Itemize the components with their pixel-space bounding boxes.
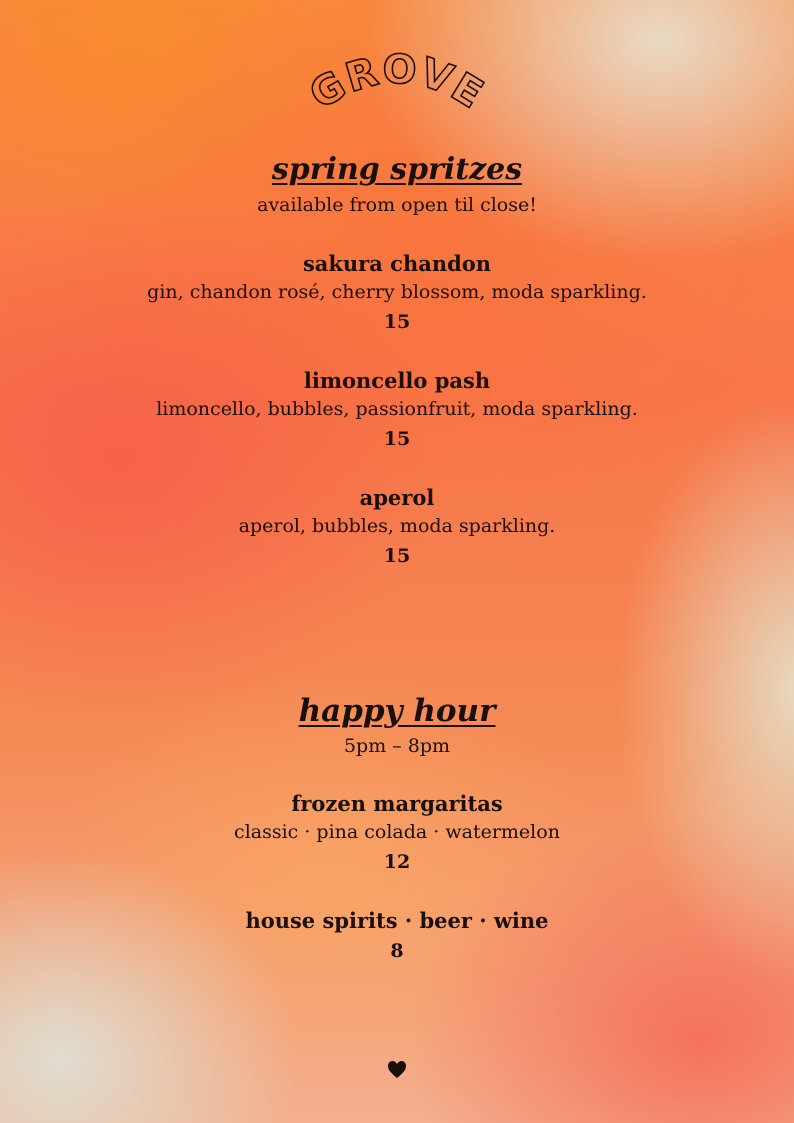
section-title-happy-hour: happy hour: [298, 693, 496, 729]
menu-item-description: aperol, bubbles, moda sparkling.: [238, 515, 556, 537]
menu-item-description: gin, chandon rosé, cherry blossom, moda sparkling.: [147, 281, 647, 303]
menu-item-description: classic · pina colada · watermelon: [234, 821, 560, 843]
menu-item-price: 15: [383, 311, 411, 333]
menu-item-price: 15: [383, 545, 411, 567]
section-subtitle-happy-hour: 5pm – 8pm: [343, 735, 451, 757]
section-subtitle-spring: available from open til close!: [257, 194, 537, 216]
svg-text:GROVE: [302, 47, 492, 119]
logo-text: GROVE: [302, 46, 493, 119]
section-title-spring: spring spritzes: [271, 152, 523, 187]
menu-item-name: aperol: [359, 485, 435, 510]
menu-item-name: house spirits · beer · wine: [245, 908, 549, 933]
menu-item-name: limoncello pash: [303, 368, 491, 393]
menu-item-price: 12: [383, 851, 411, 873]
grove-logo: [297, 44, 497, 124]
menu-item-description: limoncello, bubbles, passionfruit, moda sparkling.: [156, 398, 638, 420]
menu-item-price: 8: [390, 940, 404, 962]
menu-item-price: 15: [383, 428, 411, 450]
menu-item-name: frozen margaritas: [291, 791, 503, 816]
menu-item-name: sakura chandon: [302, 251, 492, 276]
heart-icon: [387, 1060, 407, 1080]
